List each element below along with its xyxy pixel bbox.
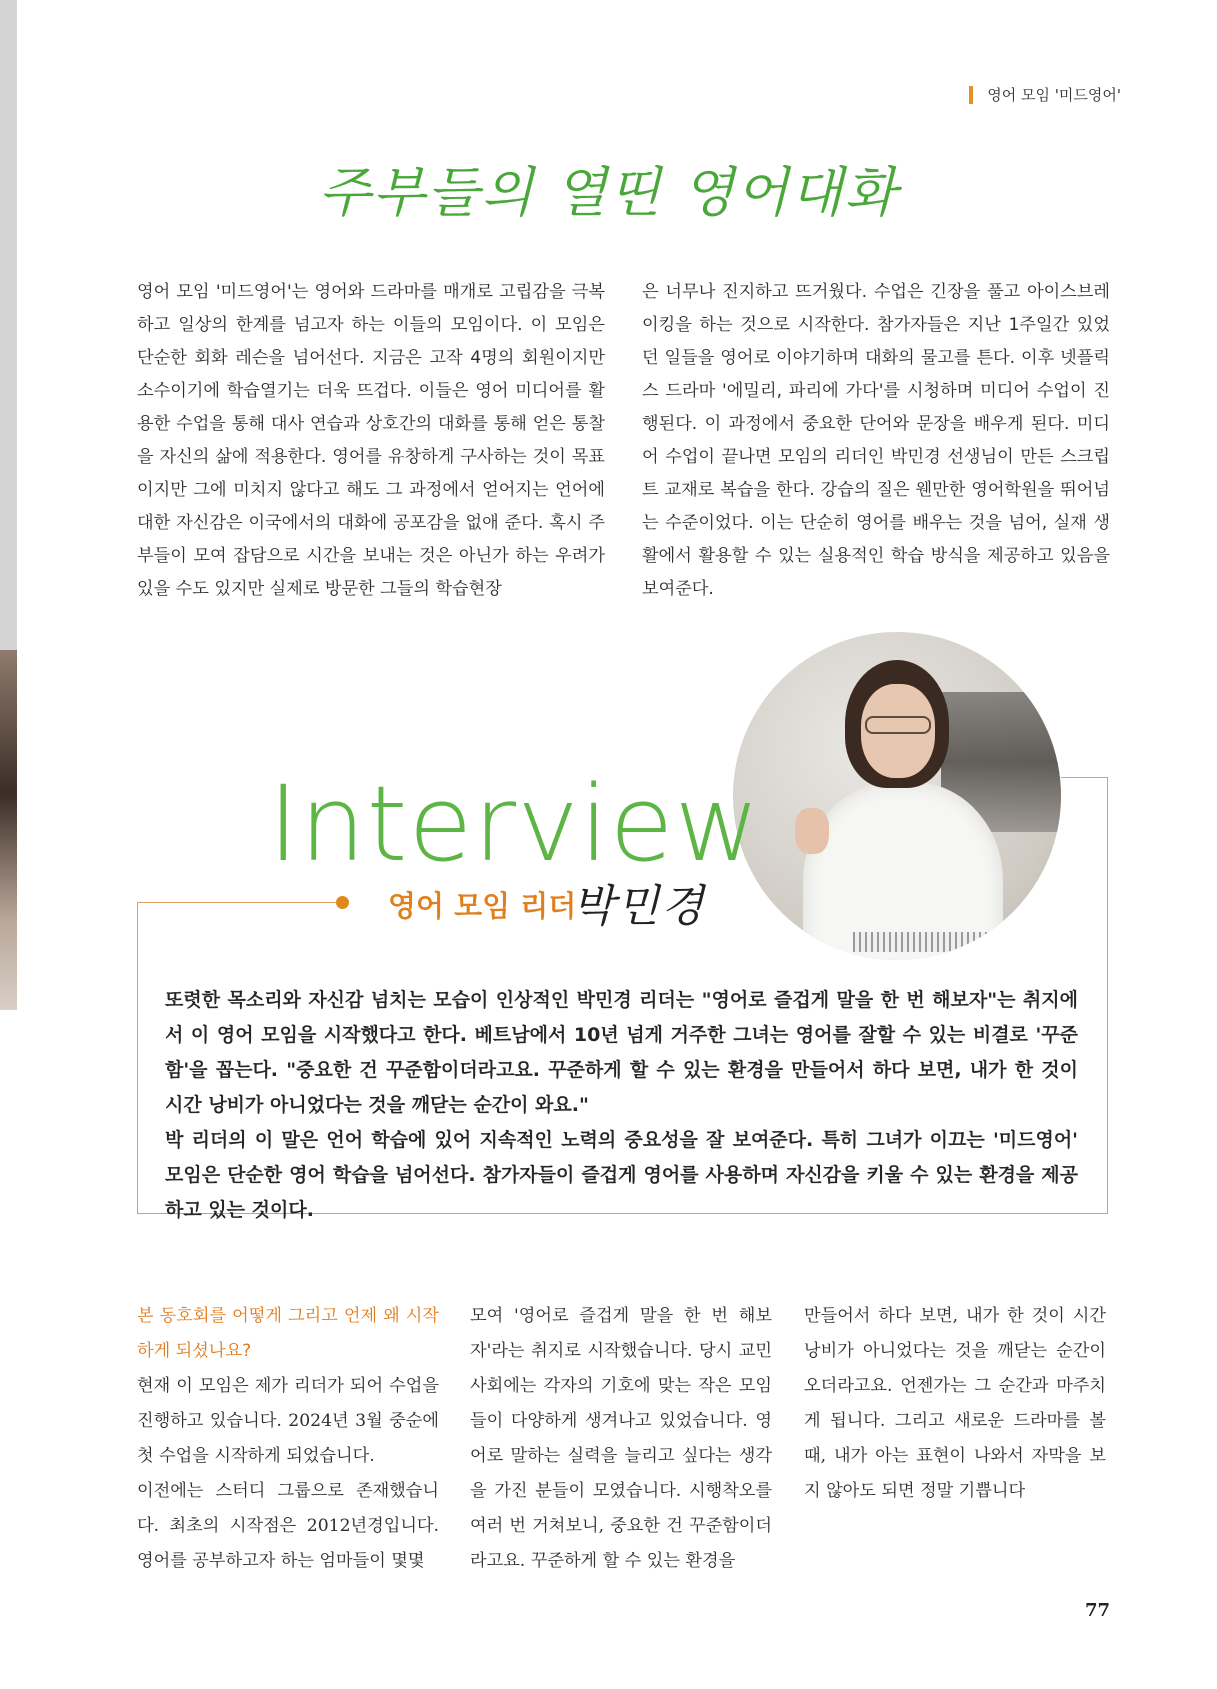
intro-column-right: 은 너무나 진지하고 뜨거웠다. 수업은 긴장을 풀고 아이스브레이킹을 하는 것으로 시작한다. 참가자들은 지난 1주일간 있었던 일들을 영어로 이야기하며 대화의 물고를 튼다. 이후 넷플릭스 드라마 '에밀리, 파리에 가다'를 시청하며 미디어 수업이 진행된다. 이 과정에서 중요한 단어와 문장을 배우게 된다. 미디어 수업이 끝나면 모임의 리더인 박민경 선생님이 만든 스크립트 교재로 복습을 한다. 강습의 질은 웬만한 영어학원을 뛰어넘는 수준이었다. 이는 단순히 영어를 배우는 것을 넘어, 실재 생활에서 활용할 수 있는 실용적인 학습 방식을 제공하고 있음을 보여준다.	[642, 282, 1110, 599]
photo-hand	[795, 808, 829, 854]
qa-question: 본 동호회를 어떻게 그리고 언제 왜 시작하게 되셨나요?	[137, 1306, 439, 1361]
qa-column-2	[470, 1299, 772, 1579]
interview-summary-box	[165, 983, 1078, 1228]
photo-notebook	[853, 932, 1003, 952]
article-title: 주부들의 열띤 영어대화	[318, 161, 899, 224]
summary-paragraph-2: 박 리더의 이 말은 언어 학습에 있어 지속적인 노력의 중요성을 잘 보여준다. 특히 그녀가 이끄는 '미드영어' 모임은 단순한 영어 학습을 넘어선다. 참가자들이 즐겁게 영어를 사용하며 자신감을 키울 수 있는 환경을 제공하고 있는 것이다.	[165, 1129, 1078, 1221]
leader-name: 박민경	[572, 881, 706, 932]
intro-column-left: 영어 모임 '미드영어'는 영어와 드라마를 매개로 고립감을 극복하고 일상의 한계를 넘고자 하는 이들의 모임이다. 이 모임은 단순한 회화 레슨을 넘어선다. 지금은 고작 4명의 회원이지만 소수이기에 학습열기는 더욱 뜨겁다. 이들은 영어 미디어를 활용한 수업을 통해 대사 연습과 상호간의 대화를 통해 얻은 통찰을 자신의 삶에 적용한다. 영어를 유창하게 구사하는 것이 목표이지만 그에 미치지 않다고 해도 그 과정에서 얻어지는 언어에 대한 자신감은 이국에서의 대화에 공포감을 없애 준다. 혹시 주부들이 모여 잡담으로 시간을 보내는 것은 아닌가 하는 우려가 있을 수도 있지만 실제로 방문한 그들의 학습현장	[137, 282, 605, 599]
qa-answer-3: 모여 '영어로 즐겁게 말을 한 번 해보자'라는 취지로 시작했습니다. 당시 교민사회에는 각자의 기호에 맞는 작은 모임들이 다양하게 생겨나고 있었습니다. 영어로 말하는 실력을 늘리고 싶다는 생각을 가진 분들이 모였습니다. 시행착오를 여러 번 거쳐보니, 중요한 건 꾸준함이더라고요. 꾸준하게 할 수 있는 환경을	[470, 1306, 772, 1571]
box-border-top-left	[137, 902, 343, 903]
qa-column-3	[804, 1299, 1106, 1509]
qa-column-1	[137, 1299, 439, 1579]
box-border-right	[1107, 777, 1108, 1214]
interview-heading: Interview	[268, 763, 761, 885]
page-number: 77	[1084, 1600, 1110, 1621]
section-tag: 영어 모임 '미드영어'	[969, 86, 1121, 104]
leader-portrait-photo	[733, 632, 1061, 960]
left-page-photo-fragment	[0, 650, 17, 1010]
qa-answer-2: 이전에는 스터디 그룹으로 존재했습니다. 최초의 시작점은 2012년경입니다. 영어를 공부하고자 하는 엄마들이 몇몇	[137, 1481, 439, 1571]
summary-paragraph-1: 또렷한 목소리와 자신감 넘치는 모습이 인상적인 박민경 리더는 "영어로 즐겁게 말을 한 번 해보자"는 취지에서 이 영어 모임을 시작했다고 한다. 베트남에서 10년 넘게 거주한 그녀는 영어를 잘할 수 있는 비결로 '꾸준함'을 꼽는다. "중요한 건 꾸준함이더라고요. 꾸준하게 할 수 있는 환경을 만들어서 하다 보면, 내가 한 것이 시간 낭비가 아니었다는 것을 깨닫는 순간이 와요."	[165, 989, 1078, 1116]
photo-glasses	[865, 716, 931, 734]
qa-answer-4: 만들어서 하다 보면, 내가 한 것이 시간 낭비가 아니었다는 것을 깨닫는 순간이 오더라고요. 언젠가는 그 순간과 마주치게 됩니다. 그리고 새로운 드라마를 볼 때, 내가 아는 표현이 나와서 자막을 보지 않아도 되면 정말 기쁩니다	[804, 1306, 1106, 1501]
leader-role: 영어 모임 리더	[388, 889, 577, 923]
box-border-left	[137, 902, 138, 1214]
box-border-top-right	[1061, 777, 1108, 778]
orange-dot	[336, 896, 349, 909]
qa-answer-1: 현재 이 모임은 제가 리더가 되어 수업을 진행하고 있습니다. 2024년 3월 중순에 첫 수업을 시작하게 되었습니다.	[137, 1376, 439, 1466]
